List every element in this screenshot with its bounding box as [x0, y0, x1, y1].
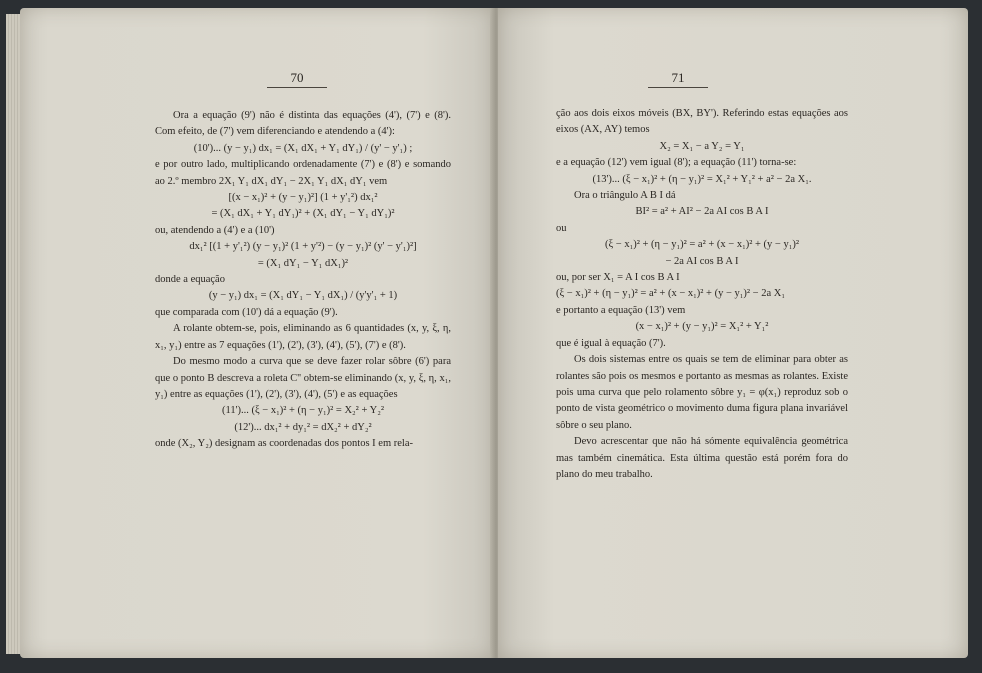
page-text: [155, 108, 451, 453]
paragraph: e por outro lado, multiplicando ordenadamente (7') e (8') e somando ao 2.º membro 2X₁ Y₁ dX₁ dY₁ − 2X₁ Y₁ dX₁ dY₁ vem: [155, 159, 451, 187]
paragraph: A rolante obtem-se, pois, eliminando as 6 quantidades (x, y, ξ, η, x₁, y₁) entre as 7 equações (1'), (2'), (3'), (4'), (5'), (7') e (8').: [155, 323, 451, 351]
paragraph: que é igual à equação (7').: [556, 337, 666, 349]
page-number: 70: [290, 70, 304, 85]
paragraph: Ora o triângulo A B I dá: [574, 190, 676, 202]
paragraph: que comparada com (10') dá a equação (9').: [155, 306, 338, 318]
page-number-rule: [648, 87, 708, 88]
paragraph: ção aos dois eixos móveis (BX, BY'). Referindo estas equações aos eixos (AX, AY) temos: [556, 108, 848, 136]
paragraph: Ora a equação (9') não é distinta das equações (4'), (7') e (8'). Com efeito, de (7') vem diferenciando e atendendo a (4'):: [155, 110, 451, 138]
paragraph: onde (X₂, Y₂) designam as coordenadas dos pontos I em rela-: [155, 438, 413, 450]
paragraph: ou: [556, 222, 567, 234]
paragraph: donde a equação: [155, 274, 225, 286]
equation: (ξ − x₁)² + (η − y₁)² = a² + (x − x₁)² + (y − y₁)² − 2a X₁: [556, 288, 786, 300]
equation: (10')... (y − y₁) dx₁ = (X₁ dX₁ + Y₁ dY₁) / (y' − y'₁) ;: [193, 142, 413, 154]
equation: [(x − x₁)² + (y − y₁)²] (1 + y'₁²) dx₁²: [228, 192, 378, 204]
paragraph: Do mesmo modo a curva que se deve fazer rolar sôbre (6') para que o ponto B descreva a roleta C'' obtem-se eliminando (x, y, ξ, η, x₁, y₁) entre as equações (1'), (2'), (3'), (4'), (5') e as equações: [155, 356, 451, 400]
left-page: [20, 8, 494, 658]
paragraph: e a equação (12') vem igual (8'); a equação (11') torna-se:: [556, 157, 797, 169]
equation: = (X₁ dY₁ − Y₁ dX₁)²: [257, 257, 349, 269]
equation: BI² = a² + AI² − 2a AI cos B A I: [635, 206, 769, 218]
equation: dx₁² [(1 + y'₁²) (y − y₁)² (1 + y'²) − (y − y₁)² (y' − y'₁)²]: [189, 241, 417, 253]
paragraph: ou, por ser X₁ = A I cos B A I: [556, 272, 680, 284]
equation: (11')... (ξ − x₁)² + (η − y₁)² = X₂² + Y₂²: [221, 405, 385, 417]
equation: (13')... (ξ − x₁)² + (η − y₁)² = X₁² + Y₁² + a² − 2a X₁.: [592, 173, 812, 185]
equation: = (X₁ dX₁ + Y₁ dY₁)² + (X₁ dY₁ − Y₁ dY₁)²: [211, 208, 395, 220]
equation: − 2a AI cos B A I: [665, 255, 739, 267]
equation: (y − y₁) dx₁ = (X₁ dY₁ − Y₁ dX₁) / (y'y'₁ + 1): [208, 290, 398, 302]
equation: (x − x₁)² + (y − y₁)² = X₁² + Y₁²: [635, 321, 769, 333]
book-spread: [6, 8, 974, 666]
page-text: [556, 106, 848, 483]
equation: X₂ = X₁ − a Y₂ = Y₁: [659, 140, 745, 152]
page-number-rule: [267, 87, 327, 88]
equation: (12')... dx₁² + dy₁² = dX₂² + dY₂²: [234, 421, 372, 433]
paragraph: e portanto a equação (13') vem: [556, 304, 686, 316]
equation: (ξ − x₁)² + (η − y₁)² = a² + (x − x₁)² + (y − y₁)²: [604, 239, 800, 251]
page-number: 71: [671, 70, 685, 85]
paragraph: ou, atendendo a (4') e a (10'): [155, 224, 275, 236]
paragraph: Devo acrescentar que não há sómente equivalência geométrica mas também cinemática. Esta última questão está porém fora do plano do meu trabalho.: [556, 436, 848, 480]
paragraph: Os dois sistemas entre os quais se tem de eliminar para obter as rolantes são pois os mesmos e portanto as mesmas as rolantes. Existe pois uma curva que pelo rolamento sôbre y₁ = φ(x₁) reproduz sob o ponto de vista geométrico o movimento duma figura plana invariável sôbre o seu plano.: [556, 354, 848, 431]
right-page: [498, 8, 968, 658]
